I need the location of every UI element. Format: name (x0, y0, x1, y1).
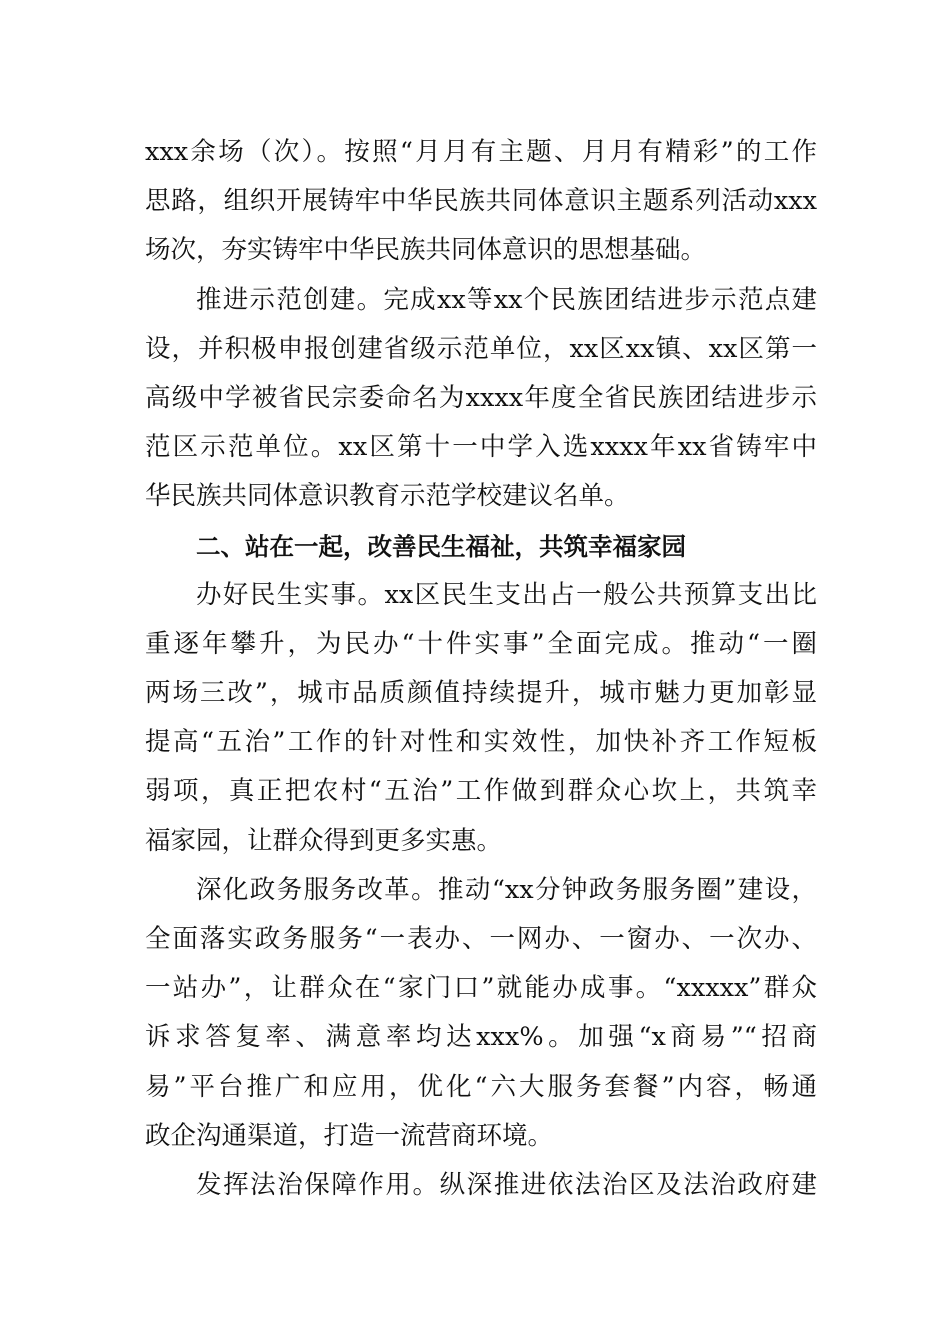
body-text-line: 发挥法治保障作用。纵深推进依法治区及法治政府建 (196, 1169, 817, 1200)
body-text-line: 场次，夯实铸牢中华民族共同体意识的思想基础。 (145, 235, 707, 266)
body-text-line: 两场三改”，城市品质颜值持续提升，城市魅力更加彰显 (145, 678, 817, 709)
body-text-line: 华民族共同体意识教育示范学校建议名单。 (145, 481, 630, 512)
body-text-line: 思路，组织开展铸牢中华民族共同体意识主题系列活动xxx (145, 186, 817, 217)
document-body (145, 128, 817, 1210)
body-text-line: 弱项，真正把农村“五治”工作做到群众心坎上，共筑幸 (145, 776, 817, 807)
body-text-line: xxx余场（次）。按照“月月有主题、月月有精彩”的工作 (145, 137, 817, 167)
body-text-line: 高级中学被省民宗委命名为xxxx年度全省民族团结进步示 (145, 382, 817, 413)
body-text-line: 政企沟通渠道，打造一流营商环境。 (145, 1120, 554, 1151)
body-text-line: 推进示范创建。完成xx等xx个民族团结进步示范点建 (196, 284, 817, 315)
body-text-line: 全面落实政务服务“一表办、一网办、一窗办、一次办、 (145, 924, 817, 954)
section-heading: 二、站在一起，改善民生福祉，共筑幸福家园 (196, 531, 686, 561)
body-text-line: 重逐年攀升，为民办“十件实事”全面完成。推动“一圈 (145, 628, 817, 659)
body-text-line: 提高“五治”工作的针对性和实效性，加快补齐工作短板 (145, 727, 817, 758)
body-text-line: 易”平台推广和应用，优化“六大服务套餐”内容，畅通 (145, 1071, 817, 1102)
body-text-line: 诉求答复率、满意率均达xxx%。加强“x商易”“招商 (145, 1022, 817, 1053)
body-text-line: 深化政务服务改革。推动“xx分钟政务服务圈”建设， (196, 874, 817, 905)
body-text-line: 设，并积极申报创建省级示范单位，xx区xx镇、xx区第一 (145, 333, 817, 364)
body-text-line: 福家园，让群众得到更多实惠。 (145, 825, 503, 856)
body-text-line: 办好民生实事。xx区民生支出占一般公共预算支出比 (196, 579, 817, 610)
body-text-line: 一站办”，让群众在“家门口”就能办成事。“xxxxx”群众 (145, 973, 817, 1004)
body-text-line: 范区示范单位。xx区第十一中学入选xxxx年xx省铸牢中 (145, 432, 817, 463)
